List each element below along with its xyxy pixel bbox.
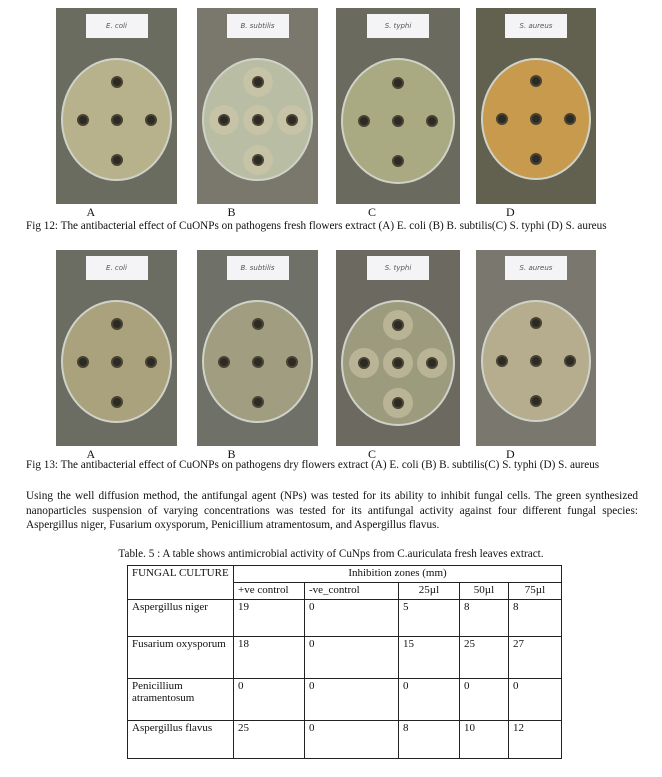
inhibition-value-cell: 5 — [399, 600, 460, 637]
plate-letter: C — [368, 447, 377, 461]
agar-well — [358, 115, 370, 127]
table-row — [128, 679, 562, 721]
agar-well — [218, 356, 230, 368]
agar-well — [530, 153, 542, 165]
plate-letter: B — [227, 447, 236, 461]
agar-well — [496, 355, 508, 367]
inhibition-value-cell: 25 — [460, 637, 509, 679]
inhibition-value-cell: 0 — [399, 679, 460, 721]
agar-well — [496, 113, 508, 125]
agar-well — [252, 396, 264, 408]
inhibition-value-cell: 0 — [305, 637, 399, 679]
column-header: +ve control — [234, 583, 305, 600]
petri-plate-photo — [56, 8, 177, 204]
agar-well — [252, 154, 264, 166]
antifungal-table — [127, 565, 562, 759]
header-fungal-culture: FUNGAL CULTURE — [128, 566, 234, 600]
fungal-species-cell: Penicillium atramentosum — [128, 679, 234, 721]
plate-label-card: B. subtilis — [227, 14, 289, 38]
figure-13-caption: Fig 13: The antibacterial effect of CuONPs on pathogens dry flowers extract (A) E. coli (B) B. subtilis(C) S. typhi (D) S. aureus — [26, 459, 600, 471]
plate-letter: D — [506, 447, 515, 461]
agar-well — [564, 355, 576, 367]
petri-plate-photo — [336, 8, 460, 204]
petri-plate-photo — [476, 250, 596, 446]
inhibition-value-cell: 0 — [305, 679, 399, 721]
inhibition-value-cell: 8 — [509, 600, 562, 637]
agar-well — [77, 356, 89, 368]
inhibition-value-cell: 0 — [460, 679, 509, 721]
table-row — [128, 600, 562, 637]
petri-plate-photo — [336, 250, 460, 446]
agar-well — [392, 77, 404, 89]
plate-letter: D — [506, 205, 515, 219]
agar-well — [392, 357, 404, 369]
agar-well — [111, 396, 123, 408]
figure-12-plates — [0, 8, 662, 219]
agar-well — [252, 114, 264, 126]
body-paragraph: Using the well diffusion method, the antifungal agent (NPs) was tested for its ability to inhibit fungal cells. The green synthesized nanoparticles suspension of varying concentrations was tested for its antifungal activity against four different fungal species: Aspergillus niger, Fusarium oxysporum, Penicillium atramentosum, and Aspergillus flavus. — [26, 490, 638, 531]
inhibition-value-cell: 10 — [460, 721, 509, 759]
agar-well — [111, 318, 123, 330]
fungal-species-cell: Aspergillus niger — [128, 600, 234, 637]
plate-label-card: S. aureus — [505, 256, 567, 280]
column-header: -ve_control — [305, 583, 399, 600]
plate-label-card: S. typhi — [367, 256, 429, 280]
inhibition-value-cell: 0 — [509, 679, 562, 721]
plate-label-card: S. aureus — [505, 14, 567, 38]
plate-letter: A — [86, 205, 96, 219]
petri-plate-photo — [56, 250, 177, 446]
agar-well — [426, 115, 438, 127]
fungal-species-cell: Fusarium oxysporum — [128, 637, 234, 679]
agar-well — [286, 356, 298, 368]
inhibition-value-cell: 25 — [234, 721, 305, 759]
figure-12-caption: Fig 12: The antibacterial effect of CuONPs on pathogens fresh flowers extract (A) E. coli (B) B. subtilis(C) S. typhi (D) S. aureus — [26, 220, 607, 232]
table-row — [128, 721, 562, 759]
petri-plate-photo — [476, 8, 596, 204]
plate-label-card: B. subtilis — [227, 256, 289, 280]
inhibition-value-cell: 19 — [234, 600, 305, 637]
agar-well — [252, 318, 264, 330]
agar-well — [392, 397, 404, 409]
agar-well — [77, 114, 89, 126]
plate-letter: C — [368, 205, 377, 219]
agar-well — [530, 395, 542, 407]
agar-well — [426, 357, 438, 369]
agar-well — [111, 154, 123, 166]
plate-label-card: E. coli — [86, 256, 148, 280]
header-inhibition-zones: Inhibition zones (mm) — [234, 566, 562, 583]
agar-well — [530, 113, 542, 125]
agar-well — [358, 357, 370, 369]
figure-13-plates — [0, 250, 662, 461]
agar-well — [392, 155, 404, 167]
inhibition-value-cell: 8 — [460, 600, 509, 637]
agar-well — [392, 319, 404, 331]
agar-well — [392, 115, 404, 127]
inhibition-value-cell: 0 — [234, 679, 305, 721]
agar-well — [252, 76, 264, 88]
inhibition-value-cell: 8 — [399, 721, 460, 759]
inhibition-value-cell: 27 — [509, 637, 562, 679]
inhibition-value-cell: 0 — [305, 600, 399, 637]
table-row — [128, 637, 562, 679]
agar-well — [218, 114, 230, 126]
agar-well — [530, 75, 542, 87]
column-header: 50µl — [460, 583, 509, 600]
column-header: 25µl — [399, 583, 460, 600]
plate-letter: B — [227, 205, 236, 219]
agar-well — [111, 76, 123, 88]
plate-letter: A — [86, 447, 96, 461]
petri-plate-photo — [197, 250, 318, 446]
figure-13 — [0, 250, 662, 461]
figure-12 — [0, 8, 662, 219]
inhibition-value-cell: 12 — [509, 721, 562, 759]
agar-well — [286, 114, 298, 126]
table-caption: Table. 5 : A table shows antimicrobial activity of CuNps from C.auriculata fresh leaves extract. — [118, 548, 544, 560]
inhibition-value-cell: 0 — [305, 721, 399, 759]
agar-well — [145, 114, 157, 126]
plate-label-card: E. coli — [86, 14, 148, 38]
agar-well — [252, 356, 264, 368]
plate-label-card: S. typhi — [367, 14, 429, 38]
agar-well — [111, 356, 123, 368]
fungal-species-cell: Aspergillus flavus — [128, 721, 234, 759]
agar-well — [564, 113, 576, 125]
inhibition-value-cell: 18 — [234, 637, 305, 679]
agar-well — [145, 356, 157, 368]
inhibition-value-cell: 15 — [399, 637, 460, 679]
column-header: 75µl — [509, 583, 562, 600]
agar-well — [530, 355, 542, 367]
agar-well — [111, 114, 123, 126]
petri-plate-photo — [197, 8, 318, 204]
agar-well — [530, 317, 542, 329]
